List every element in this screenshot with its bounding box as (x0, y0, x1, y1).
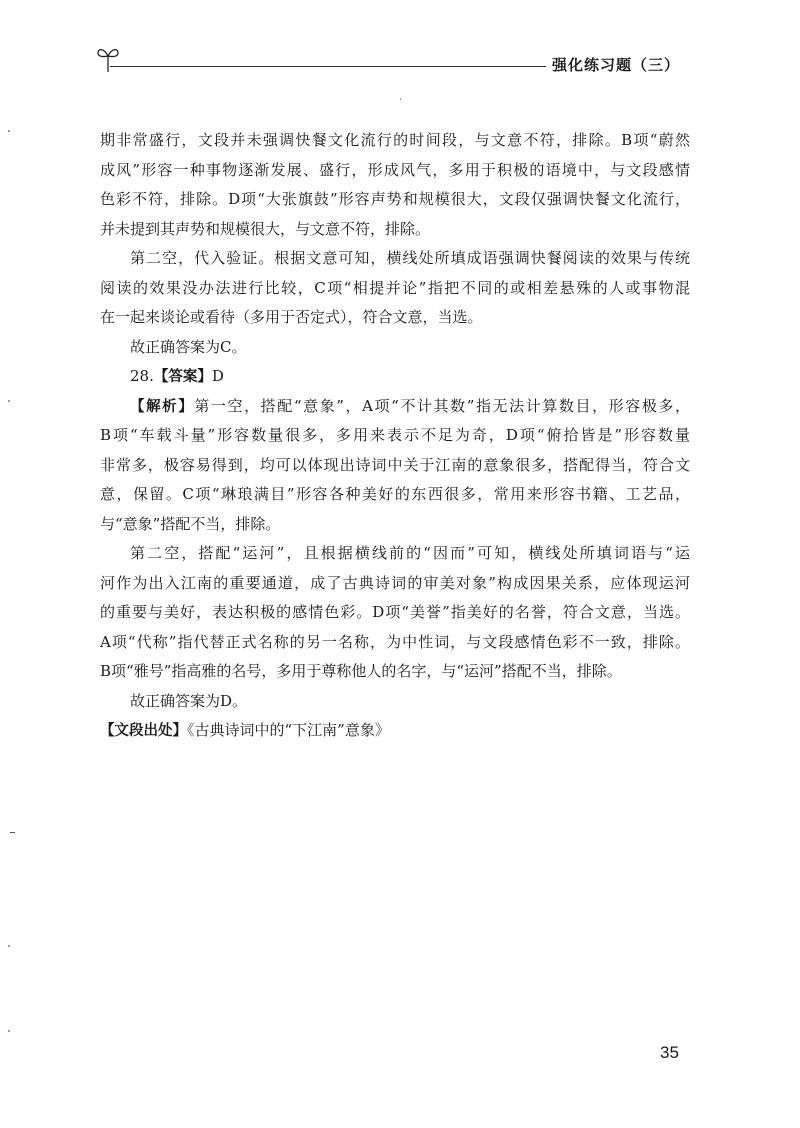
text-line: A项“代称”指代替正式名称的另一名称，为中性词，与文段感情色彩不一致，排除。 (100, 632, 690, 651)
text-line: 并未提到其声势和规模很大，与文意不符，排除。 (100, 219, 431, 238)
answer-28 (100, 362, 690, 392)
scan-speck (400, 98, 401, 100)
paragraph-3 (100, 333, 690, 363)
scan-speck (8, 400, 10, 402)
text-line: 第二空，搭配“运河”，且根据横线前的“因而”可知，横线处所填词语与“运 (130, 544, 690, 562)
header-rule (110, 66, 546, 67)
header-title: 强化练习题（三） (552, 56, 681, 74)
text-line: 故正确答案为D。 (130, 691, 248, 710)
text-line: 第二空，代入验证。根据文意可知，横线处所填成语强调快餐阅读的效果与传统 (130, 249, 690, 267)
analysis-label: 【解析】 (130, 398, 195, 415)
scan-speck (10, 832, 15, 833)
scan-speck (8, 130, 10, 132)
answer-line (100, 362, 690, 392)
page-body (100, 126, 690, 746)
paragraph-2 (100, 244, 690, 333)
analysis-text: 第一空，搭配“意象”，A项“不计其数”指无法计算数目，形容极多， (194, 396, 690, 415)
source-title: 《古典诗词中的“下江南”意象》 (187, 721, 390, 739)
answer-value: D (211, 367, 224, 385)
text-line (100, 392, 690, 422)
text-line: 意，保留。C项“琳琅满目”形容各种美好的东西很多，常用来形容书籍、工艺品， (100, 485, 690, 503)
source-label: 【文段出处】 (100, 723, 187, 739)
text-line: 的重要与美好，表达积极的感情色彩。D项“美誉”指美好的名誉，符合文意，当选。 (100, 603, 690, 621)
paragraph-1 (100, 126, 690, 244)
text-line (100, 716, 690, 746)
text-line: 成风”形容一种事物逐渐发展、盛行，形成风气，多用于积极的语境中，与文段感情 (100, 160, 690, 179)
running-header (96, 44, 696, 84)
text-line: 故正确答案为C。 (130, 337, 247, 356)
text-line: 在一起来谈论或看待（多用于否定式），符合文意，当选。 (100, 308, 483, 326)
text-line: 色彩不符，排除。D项“大张旗鼓”形容声势和规模很大，文段仅强调快餐文化流行， (100, 190, 690, 208)
text-line: B项“雅号”指高雅的名号，多用于尊称他人的名字，与“运河”搭配不当，排除。 (100, 662, 622, 680)
page-number: 35 (660, 1043, 679, 1062)
scan-speck (8, 945, 10, 947)
answer-label: 【答案】 (153, 369, 212, 385)
source-paragraph (100, 716, 690, 746)
text-line: 非常多，极容易得到，均可以体现出诗词中关于江南的意象很多，搭配得当，符合文 (100, 455, 690, 474)
analysis-paragraph (100, 392, 690, 540)
text-line: 河作为出入江南的重要通道，成了古典诗词的审美对象”构成因果关系，应体现运河 (100, 573, 690, 592)
text-line: 阅读的效果没办法进行比较，C项“相提并论”指把不同的或相差悬殊的人或事物混 (100, 278, 690, 297)
scan-speck (8, 1030, 10, 1032)
text-line: B项“车载斗量”形容数量很多，多用来表示不足为奇，D项“俯拾皆是”形容数量 (100, 426, 690, 444)
text-line: 与“意象”搭配不当，排除。 (100, 514, 281, 533)
text-line: 期非常盛行，文段并未强调快餐文化流行的时间段，与文意不符，排除。B项“蔚然 (100, 131, 690, 149)
paragraph-answer-d (100, 687, 690, 717)
paragraph-second-blank (100, 539, 690, 687)
sprout-icon (96, 44, 120, 74)
question-number: 28. (130, 367, 154, 385)
